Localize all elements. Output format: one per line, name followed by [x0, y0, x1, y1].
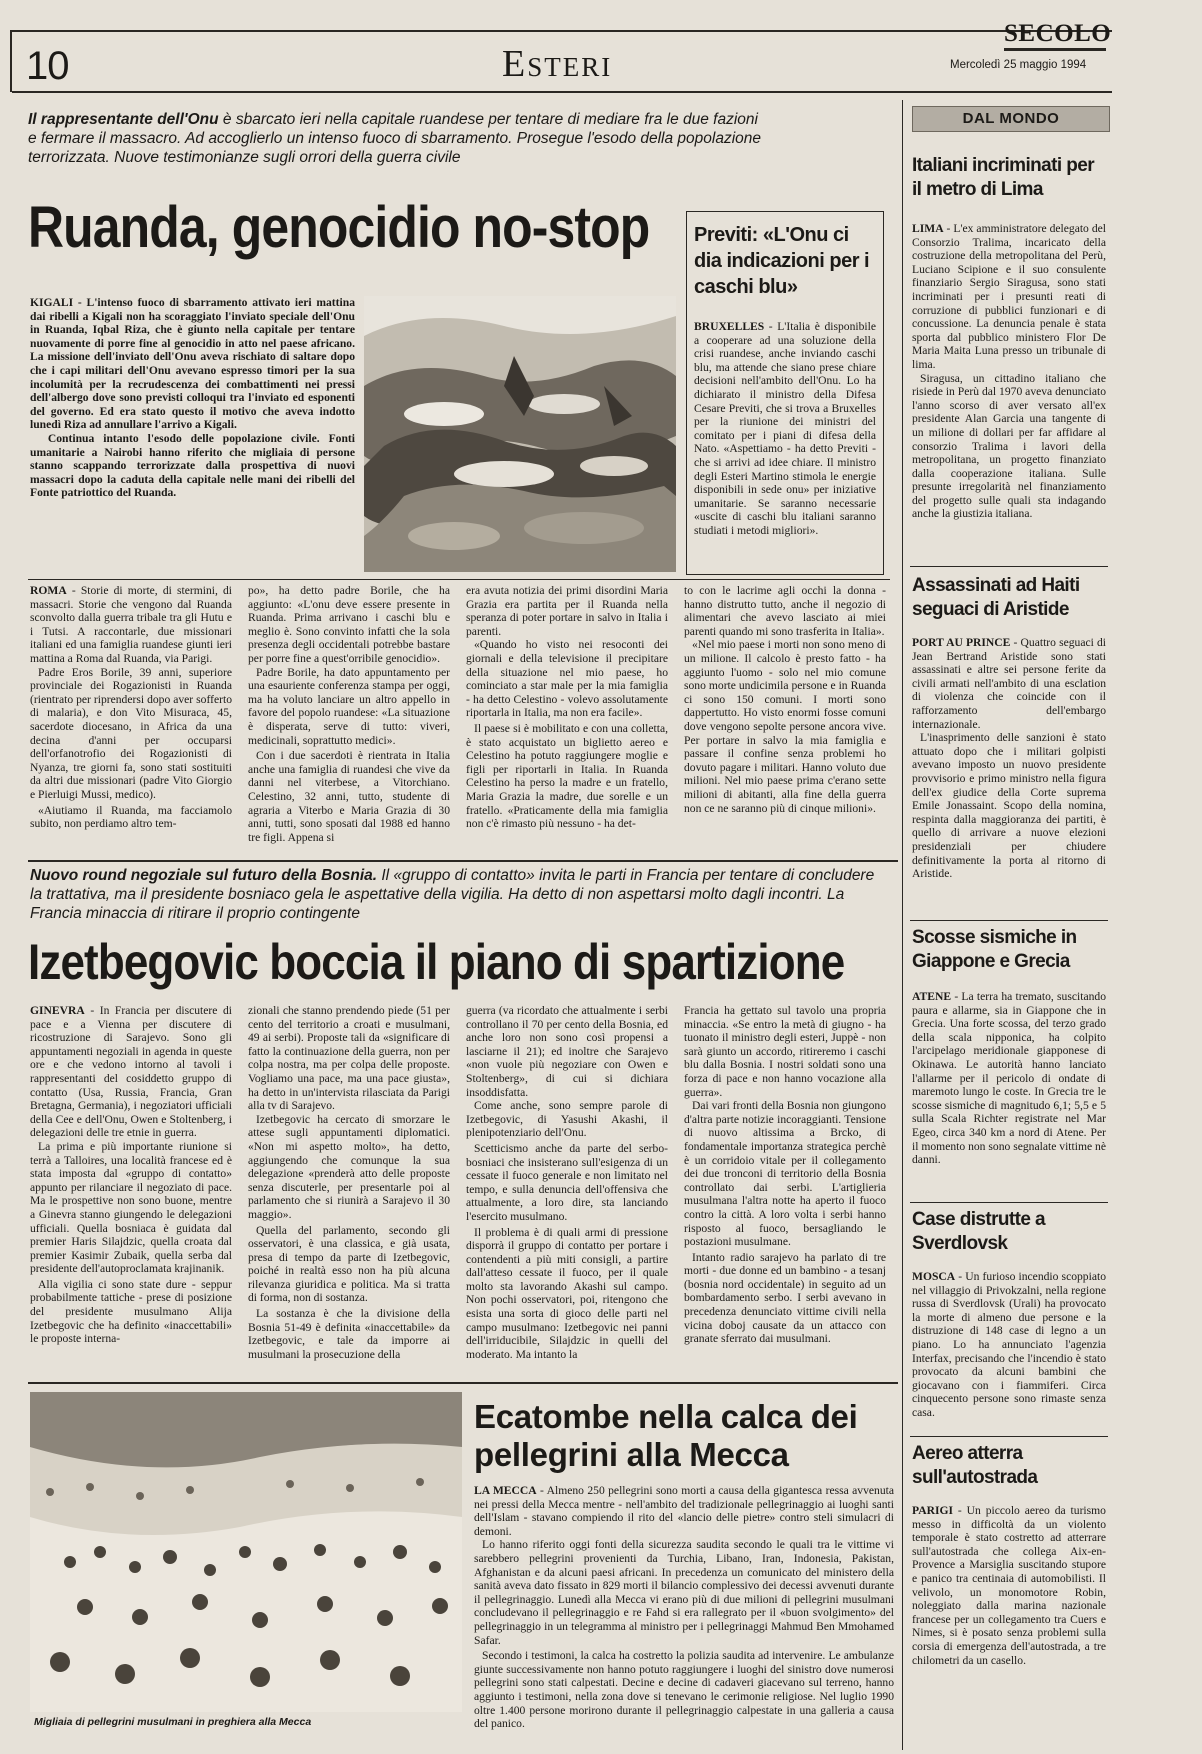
- bosnia-headline: Izetbegovic boccia il piano di spartizione: [28, 934, 845, 990]
- sidebar-separator: [910, 566, 1108, 567]
- sidebar-separator: [910, 1436, 1108, 1437]
- mecca-pilgrims-photo: [30, 1392, 462, 1712]
- issue-date: Mercoledì 25 maggio 1994: [950, 59, 1087, 71]
- page-number-rule: [10, 30, 12, 92]
- previti-headline: Previti: «L'Onu ci dia indicazioni per i caschi blu»: [694, 224, 870, 298]
- ruanda-headline: Ruanda, genocidio no-stop: [28, 195, 650, 260]
- sidebar-item-text: PORT AU PRINCE - Quattro seguaci di Jean Bertrand Aristide sono stati assassinati e altre sei persone ferite da civili armati nell'ambito di una esclation di violenza che coincide con il rafforzamento dell'embargo internazionale. L'inasprimento delle sanzioni è stato attuato dopo che i militari golpisti avevano imposto un nuovo presidente provvisorio e primo ministro nella figura dell'ex giudice della Corte suprema Emile Jonassaint. Scopo della nomina, respinta dalla maggioranza dei partiti, è quello di arrivare a nuove elezioni presidenziali per chiudere definitivamente la porta al ritorno di Aristide.: [912, 636, 1106, 881]
- ruanda-kicker-rest: è sbarcato ieri nella capitale ruandese per tentare di mediare fra le due fazioni e fermare il massacro. Ad accoglierlo un intenso fuoco di sbarramento. Prosegue l'esodo della popolazione terrorizzata. Nuove testimonianze sugli orrori della guerra civile: [28, 111, 762, 166]
- mecca-top-rule: [28, 1382, 898, 1384]
- ruanda-victims-photo: [364, 296, 676, 572]
- page-number: 10: [26, 44, 69, 88]
- sidebar-item-headline: Scosse sismiche in Giappone e Grecia: [912, 927, 1077, 972]
- sidebar-item-headline: Assassinati ad Haiti seguaci di Aristide: [912, 575, 1080, 620]
- bosnia-column-2: zionali che stanno prendendo piede (51 per cento del territorio a croati e musulmani, 49 ai serbi). Proposte tali da «significare di fatto la continuazione della guerra, non per colpa nostra, ma per colpa delle proposte. Vogliamo una pace, ma una pace giusta», ha detto in un'intervista rilasciata da Parigi alla tv di Sarajevo. Izetbegovic ha cercato di smorzare le attese sugli appuntamenti diplomatici. «Non mi aspetto molto», ha detto, aggiungendo che comunque la sua delegazione «prenderà atto delle proposte senza discuterle, per presentarle poi al parlamento che si riunirà a Sarajevo il 30 maggio». Quella del parlamento, secondo gli osservatori, è una classica, e già usata, presa di tempo da parte di Izetbegovic, poiché in realtà esso non ha più alcuna rilevanza giuridica e politica. Ma si tratta di forma, non di sostanza. La sostanza è che la divisione della Bosnia 51-49 è definita «inaccettabile» da Izetbegovic, e tale da imporre ai musulmani la prosecuzione della: [248, 1004, 450, 1361]
- bosnia-kicker: Nuovo round negoziale sul futuro della Bosnia. Il «gruppo di contatto» invita le parti in Francia per tentare di concludere la trattativa, ma il presidente bosniaco gela le aspettative della vigilia. Ha detto di non aspettarsi molto dagli incontri. La Francia minaccia di ritirare il proprio contingente: [30, 867, 875, 922]
- roma-column-1: ROMA - Storie di morte, di stermini, di massacri. Storie che vengono dal Ruanda sconvolto dalla guerra tribale tra gli Hutu e i Tutsi. A raccontarle, due missionari italiani ed una famiglia ruandese giunti ieri mattina a Roma dal Ruanda, via Parigi. Padre Eros Borile, 39 anni, superiore provinciale dei Rogazionisti in Ruanda (rientrato per riprendersi dopo aver sofferto di malaria), e don Vito Misuraca, 45, sacerdote diocesano, in Africa da una decina d'anni per occuparsi dell'orfanotrofio dei Rogazionisti di Nyanza, tre giorni fa, sono stati sostituiti da altri due missionari (padre Vito Giorgio e Pierluigi Mussi, medico). «Aiutiamo il Ruanda, ma facciamolo subito, non perdiamo altro tem-: [30, 584, 232, 831]
- sidebar-item-headline: Aereo atterra sull'autostrada: [912, 1443, 1038, 1488]
- sidebar-separator: [910, 1202, 1108, 1203]
- ruanda-separator: [28, 579, 890, 580]
- paper-name-rule: [1004, 48, 1106, 51]
- bosnia-column-4: Francia ha gettato sul tavolo una propria minaccia. «Se entro la metà di giugno - ha tuonato il ministro degli esteri, Juppè - non sarà giunto un accordo, ritireremo i caschi blu dalla Bosnia. I nostri soldati sono una forza di pace e non hanno vocazione alla guerra». Dai vari fronti della Bosnia non giungono d'altra parte notizie incoraggianti. Tensione di nuovo altissima a Brcko, di fondamentale importanza strategica perchè è un corridoio vitale per il collegamento dei due tronconi di territorio della Bosnia controllato dai serbi. L'artiglieria musulmana l'altra notte ha aperto il fuoco contro la città. A loro volta i serbi hanno risposto al fuoco, bersagliando le postazioni musulmane. Intanto radio sarajevo ha parlato di tre morti - due donne ed un bambino - a tesanj (bosnia nord occidentale) in seguito ad un bombardamento serbo. I serbi avevano in precedenza denunciato vittime civili nella vicina doboj causate da un attacco con granate sferrato dai musulmani.: [684, 1004, 886, 1346]
- bosnia-column-3: guerra (va ricordato che attualmente i serbi controllano il 70 per cento della Bosnia, ed anche loro non sono così propensi a lasciarne il 21); ed inoltre che Sarajevo «non vuole più negoziare con Owen e Stoltenberg», di cui si dichiara insoddisfatta. Come anche, sono sempre parole di Izetbegovic, di Yasushi Akashi, il plenipotenziario dell'Onu. Scetticismo anche da parte del serbo-bosniaci che insisterano sull'esigenza di un cessate il fuoco generale e non limitato nel tempo, e sulla denuncia dell'offensiva che attualmente, a loro dire, sta lanciando l'esercito musulmano. Il problema è di quali armi di pressione disporrà il gruppo di contatto per portare i contendenti a più miti consigli, a partire dall'atteso cessate il fuoco, per il quale molto sta lavorando Akashi sul campo. Non pochi osservatori, poi, ritengono che esista una sorta di gioco delle parti nel campo musulmano: Izetbegovic nei panni dell'irriducibile, Silajdzic in quelli del moderato. Ma intanto la: [466, 1004, 668, 1361]
- sidebar-item-headline: Italiani incriminati per il metro di Lima: [912, 155, 1094, 200]
- previti-text: BRUXELLES - L'Italia è disponibile a cooperare ad una soluzione della crisi ruandese, anche inviando caschi blu, ma attende che siano prese chiare decisioni nell'ambito dell'Onu. Lo ha dichiarato il ministro della Difesa Cesare Previti, che si trova a Bruxelles per la riunione dei ministri del comitato per i piani di difesa della Nato. «Aspettiamo - ha detto Previti - che si arrivi ad idee chiare. Il ministro degli Esteri Martino stimola le energie disponibili in sede onu» per iniziative umanitarie. Se saranno necessarie «uscite di caschi blu italiani saranno studiati i metodi migliori».: [694, 320, 876, 537]
- sidebar-item-text: MOSCA - Un furioso incendio scoppiato nel villaggio di Privokzalni, nella regione russa di Sverdlovsk (Urali) ha provocato la morte di almeno due persone e la distruzione di 148 case di legno a un piano. Lo ha annunciato l'agenzia Interfax, precisando che l'incendio è stato provocato da alcuni bambini che giocavano con i fiammiferi. Circa cinquecento persone sono rimaste senza casa.: [912, 1270, 1106, 1419]
- sidebar-separator: [910, 920, 1108, 921]
- paper-name: SECOLO: [1004, 20, 1112, 47]
- sidebar-item-text: LIMA - L'ex amministratore delegato del Consorzio Tralima, incaricato della costruzione della metropolitana del Perù, Luciano Scipione e il suo consulente finanziario Sergio Siragusa, sono stati incriminati per i presunti reati di corruzione di pubblici funzionari e di concussione. La denuncia penale è stata sporta dal pubblico ministero Flor De Maria Maita Luna presso un tribunale di lima. Siragusa, un cittadino italiano che risiede in Perù dal 1970 aveva denunciato l'anno scorso di aver versato all'ex presidente Alan Garcia una tangente di un milione di dollari per far affidare al consorzio Tralima i lavori della metropolitana, un progetto finanziato dalla cooperazione italiana. Sulle presunte irregolarità nel finanziamento del progetto sulle quali sta indagando anche la giustizia italiana.: [912, 222, 1106, 521]
- section-title: Esteri: [502, 43, 613, 85]
- sidebar-item-headline: Case distrutte a Sverdlovsk: [912, 1209, 1045, 1254]
- roma-column-2: po», ha detto padre Borile, che ha aggiunto: «L'onu deve essere presente in Ruanda. Prima arrivano i caschi blu e meglio è. Sono convinto infatti che la sola presenza degli occidentali potrebbe bastare per porre fine a quest'orribile genocidio». Padre Borile, ha dato appuntamento per una esauriente conferenza stampa per oggi, ma ha voluto lanciare un altro appello in favore del popolo ruandese: «La situazione è disperata, serve di tutto: viveri, medicinali, soprattutto medici». Con i due sacerdoti è rientrata in Italia anche una famiglia di ruandesi che vive da danni nel viterbese, a Vitorchiano. Celestino, 32 anni, tutto, studente di agraria a Viterbo e Maria Grazia di 30 anni, tutti, sono sposati dal 1988 ed hanno tre figli. Appena si: [248, 584, 450, 844]
- sidebar-banner: DAL MONDO: [912, 106, 1110, 132]
- bosnia-column-1: GINEVRA - In Francia per discutere di pace e a Vienna per discutere di ricostruzione di Sarajevo. Sono gli appuntamenti negoziali in agenda in queste ore e che vedono intorno al tavoli i rappresentanti del cosiddetto gruppo di contatto (Usa, Russia, Francia, Gran Bretagna, Germania), i negoziatori ufficiali della Cee e dell'Onu, Owen e Stoltenberg, i delegazioni delle tre etnie in guerra. La prima e più importante riunione si terrà a Talloires, una località francese ed è stata imposta dal «gruppo di contatto» appunto per rilanciare il negoziato di pace. Ma le prospettive non sono buone, mentre a Ginevra stanno giungendo le delegazioni ufficiali. Quella bosniaca è guidata dal premier Haris Silajdzic, quella croata dal premier Kasimir Zubaik, quella serba dal presidente dell'autoproclamata krajinanik. Alla vigilia ci sono state dure - seppur probabilmente tattiche - prese di posizione del presidente musulmano Alija Izetbegovic che ha definito «inaccettabili» le proposte interna-: [30, 1004, 232, 1346]
- roma-column-4: to con le lacrime agli occhi la donna - hanno distrutto tutto, anche il negozio di alimentari che avevo lasciato ai miei parenti quando mi sono trasferita in Italia». «Nel mio paese i morti non sono meno di un milione. Il calcolo è presto fatto - ha aggiunto l'uomo - solo nel mio comune sono morte undicimila persone e in Ruanda ci sono 150 comuni. I morti sono dappertutto. Ho visto enormi fosse comuni dove vengono sepolte persone ancora vive. Per portare in salvo la mia famiglia e passare il confine senza problemi ho dovuto pagare i militari. Hanno voluto due milioni. Nel mio paese prima c'erano sette milioni di abitanti, alla fine della guerra non ce ne saranno più di cinque milioni».: [684, 584, 886, 815]
- bosnia-top-rule: [28, 860, 898, 862]
- sidebar-item-text: PARIGI - Un piccolo aereo da turismo messo in difficoltà da un violento temporale è stato costretto ad atterrare sull'autostrada che collega Aix-en-Provence a Marsiglia suscitando stupore e panico tra centinaia di automobilisti. Il velivolo, un monomotore Robin, noleggiato dalla marina nazionale francese per un collegamento tra Cuers e Nimes, si è posato senza problemi sulla corsia di emergenza dell'autostrada, a tre chilometri da un casello.: [912, 1504, 1106, 1667]
- ruanda-kicker: Il rappresentante dell'Onu è sbarcato ieri nella capitale ruandese per tentare di mediare fra le due fazioni e fermare il massacro. Ad accoglierlo un intenso fuoco di sbarramento. Prosegue l'esodo della popolazione terrorizzata. Nuove testimonianze sugli orrori della guerra civile: [28, 111, 762, 166]
- masthead-bottom-rule: [12, 91, 1112, 93]
- mecca-text: LA MECCA - Almeno 250 pellegrini sono morti a causa della gigantesca ressa avvenuta nei pressi della Mecca mentre - nell'ambito del tradizionale pellegrinaggio ai luoghi santi dell'Islam - stavano compiendo il rito del «lancio delle pietre» contro steli simulacri di demoni. Lo hanno riferito oggi fonti della sicurezza saudita secondo le quali tra le vittime vi sarebbero pellegrini provenienti da Turchia, Libano, Iran, Indonesia, Pakistan, Afghanistan e da alcuni paesi africani. In precedenza un comunicato del ministero della sanità aveva dato fissato in 829 morti il bilancio complessivo dei decessi avvenuti durante il pellegrinaggio. Lunedì alla Mecca vi erano più di due milioni di pellegrini musulmani concludevano il pellegrinaggio e re Fahd si era rallegrato per il «buon svolgimento» del pellegrinaggio in un telegramma al ministro per i pellegrinaggi Mahmud Ben Mmohamed Safar. Secondo i testimoni, la calca ha costretto la polizia saudita ad intervenire. Le ambulanze giunte successivamente non hanno potuto raggiungere i luoghi del sinistro dove numerosi pellegrini sono stati calpestati. Decine e decine di cadaveri giacevano sul terreno, hanno aggiunto i testimoni, nella zona dove si tenevano le cerimonie religiose. Nel luglio 1990 oltre 1.400 persone morirono durante il pellegrinaggio calpestate in una galleria a causa del panico.: [474, 1484, 894, 1731]
- top-rule: [12, 30, 1112, 32]
- mecca-headline: Ecatombe nella calca dei pellegrini alla Mecca: [474, 1398, 858, 1473]
- sidebar-item-text: ATENE - La terra ha tremato, suscitando paura e allarme, sia in Giappone che in Grecia. Una forte scossa, del terzo grado della scala nipponica, ha colpito l'arcipelago meridionale giapponese di Okinawa. Le autorità hanno lanciato l'allarme per il pericolo di ondate di maremoto lungo le coste. In Grecia tre le scosse sismiche di magnitudo 6,1; 5,5 e 5 sulla Scala Richter registrate nel Mar Egeo, circa 340 km a nord di Atene. Per il momento non sono segnalate vittime nè danni.: [912, 990, 1106, 1167]
- mecca-photo-caption: Migliaia di pellegrini musulmani in preghiera alla Mecca: [34, 1716, 312, 1728]
- roma-column-3: era avuta notizia dei primi disordini Maria Grazia era partita per il Ruanda nella speranza di poter portare in salvo in Italia i parenti. «Quando ho visto nei resoconti dei giornali e della televisione il precipitare della situazione nel mio paese, ho cominciato a star male per la mia famiglia - ha detto Celestino - volevo assolutamente riportarla in Italia, ma non era facile». Il paese si è mobilitato e con una colletta, è stato acquistato un biglietto aereo e Celestino ha potuto raggiungere moglie e figli per riportarli in Italia. In Ruanda Celestino ha perso la madre e un fratello, Maria Grazia la madre, due sorelle e un fratello. «Praticamente della mia famiglia non c'è rimasto più nessuno - ha det-: [466, 584, 668, 831]
- sidebar-divider: [902, 100, 903, 1750]
- ruanda-lead: KIGALI - L'intenso fuoco di sbarramento attivato ieri mattina dai ribelli a Kigali non ha scoraggiato l'inviato speciale dell'Onu in Ruanda, Iqbal Riza, che è giunto nella capitale per tentare nuovamente di porre fine al genocidio in atto nel paese africano. La missione dell'inviato dell'Onu aveva rischiato di saltare dopo che i capi militari dell'Onu avevano espresso timori per la sua incolumità per la recrudescenza dei combattimenti nei pressi dell'albergo dove sono previsti colloqui tra l'inviato ed esponenti del governo. Ed era stato questo il motivo che aveva indotto lunedì Riza ad annullare l'arrivo a Kigali. Continua intanto l'esodo delle popolazione civile. Fonti umanitarie a Nairobi hanno riferito che migliaia di persone stanno scappando terrorizzate dalla prospettiva di nuovi massacri dopo la caduta della capitale nelle mani dei ribelli del Fonte patriottico del Ruanda.: [30, 296, 355, 500]
